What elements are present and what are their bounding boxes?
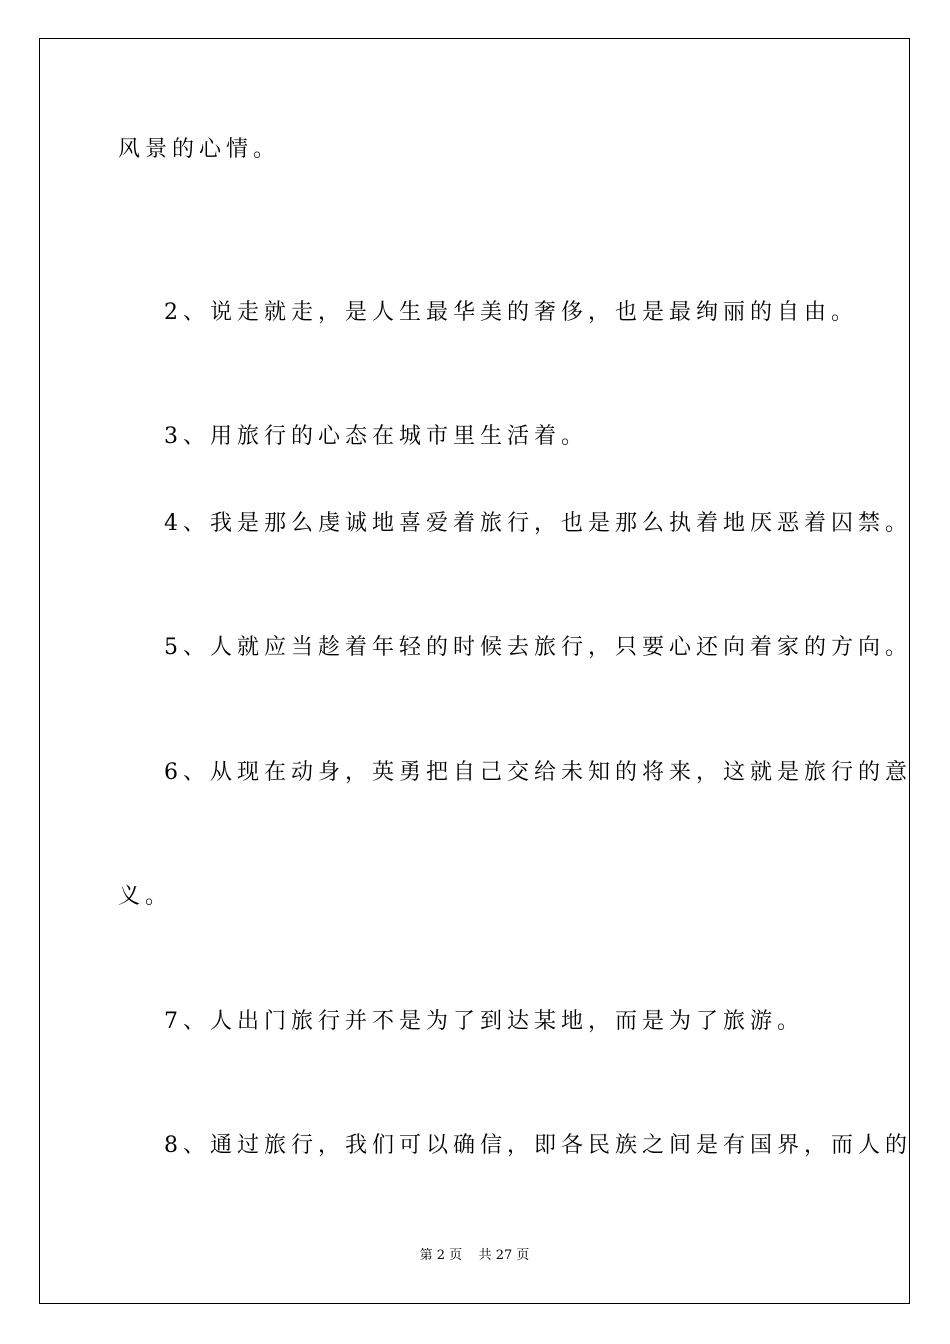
- text-line-5: 5、人就应当趁着年轻的时候去旅行，只要心还向着家的方向。: [164, 635, 912, 660]
- text-line-8: 7、人出门旅行并不是为了到达某地，而是为了旅游。: [164, 1009, 804, 1034]
- text-line-2: 2、说走就走，是人生最华美的奢侈，也是最绚丽的自由。: [164, 300, 858, 325]
- document-page: [39, 38, 910, 1304]
- text-line-3: 3、用旅行的心态在城市里生活着。: [164, 424, 588, 449]
- page-footer: 第 2 页 共 27 页: [419, 1248, 530, 1263]
- text-line-4: 4、我是那么虔诚地喜爱着旅行，也是那么执着地厌恶着囚禁。: [164, 511, 912, 536]
- text-line-7: 义。: [118, 884, 173, 909]
- text-line-9: 8、通过旅行，我们可以确信，即各民族之间是有国界，而人的: [164, 1133, 912, 1158]
- text-line-1: 风景的心情。: [118, 137, 281, 162]
- text-line-6: 6、从现在动身，英勇把自己交给未知的将来，这就是旅行的意: [164, 760, 912, 785]
